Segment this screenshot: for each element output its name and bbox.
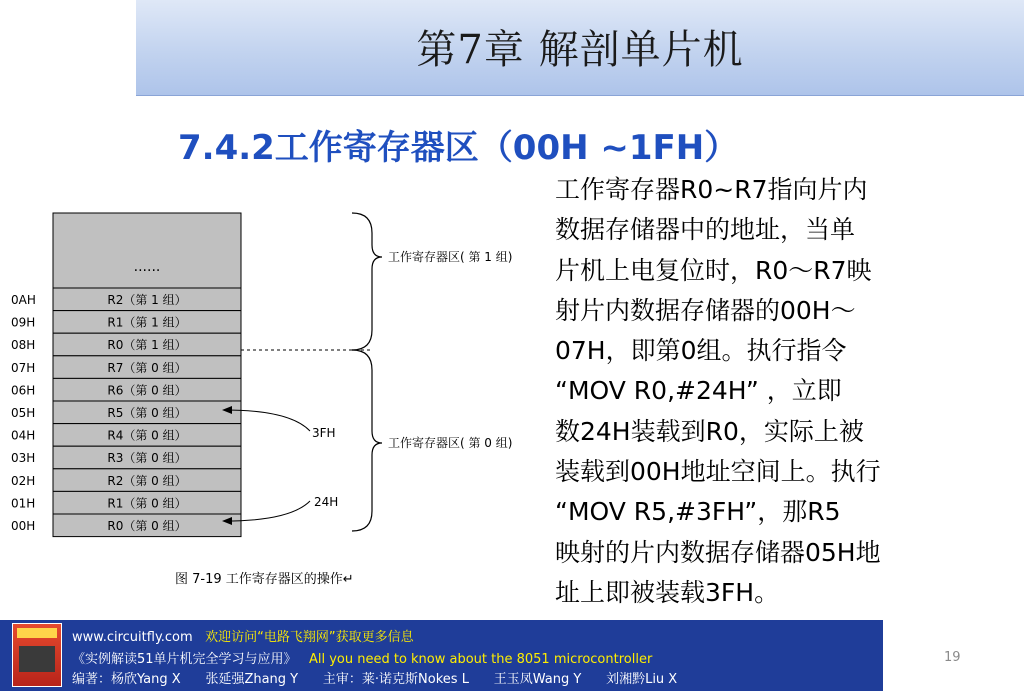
register-label: R1（第 1 组） <box>107 315 187 330</box>
register-rows <box>11 288 241 537</box>
arrow-24h-label: 24H <box>314 495 339 509</box>
register-label: R5（第 0 组） <box>107 406 187 420</box>
register-label: R4（第 0 组） <box>107 428 187 443</box>
brace-bank0-label: 工作寄存器区( 第 0 组) <box>388 436 513 450</box>
register-label: R6（第 0 组） <box>107 383 187 398</box>
register-column-top <box>53 213 241 288</box>
register-address: 03H <box>11 451 36 466</box>
register-label: R1（第 0 组） <box>107 496 187 511</box>
footer-line-1 <box>72 626 414 645</box>
register-label: R7（第 0 组） <box>107 360 187 375</box>
register-label: R0（第 0 组） <box>107 519 187 533</box>
footer-book-english-title: All you need to know about the 8051 microcontroller <box>308 652 653 667</box>
register-address: 0AH <box>11 293 36 307</box>
register-address: 08H <box>11 338 36 353</box>
register-label: R2（第 0 组） <box>107 473 187 488</box>
register-address: 06H <box>11 383 36 398</box>
footer-line-2 <box>72 648 652 667</box>
footer-slogan: 欢迎访问“电路飞翔网”获取更多信息 <box>205 630 414 645</box>
register-ellipsis: ...... <box>133 259 161 275</box>
register-diagram <box>0 205 550 605</box>
register-label: R0（第 1 组） <box>107 338 187 353</box>
figure-caption: 图 7-19 工作寄存器区的操作↵ <box>175 572 354 587</box>
register-label: R3（第 0 组） <box>107 451 187 466</box>
register-address: 02H <box>11 473 36 488</box>
brace-bank0 <box>352 350 382 531</box>
register-address: 09H <box>11 315 36 330</box>
footer-credits: 编著：杨欣Yang X 张延强Zhang Y 主审：莱·诺克斯Nokes L 王玉凤Wang Y 刘湘黔Liu X <box>72 672 678 687</box>
register-address: 07H <box>11 360 36 375</box>
arrow-3fh-label: 3FH <box>312 426 336 440</box>
register-address: 00H <box>11 519 36 533</box>
chapter-title: 第7章 解剖单片机 <box>416 27 744 73</box>
register-label: R2（第 1 组） <box>107 293 187 307</box>
footer-website-link[interactable]: www.circuitfly.com <box>72 630 193 645</box>
brace-bank1 <box>352 213 382 350</box>
section-heading: 7.4.2工作寄存器区（00H ~1FH） <box>178 128 739 168</box>
register-address: 05H <box>11 406 36 420</box>
page-number: 19 <box>944 650 961 665</box>
register-address: 04H <box>11 428 36 443</box>
brace-bank1-label: 工作寄存器区( 第 1 组) <box>388 250 513 264</box>
book-cover-image <box>12 623 62 687</box>
body-paragraph: 工作寄存器R0~R7指向片内 数据存储器中的地址，当单 片机上电复位时，R0～R7映 射片内数据存储器的00H～ 07H，即第0组。执行指令 “MOV R0,#24H” ，立即 数24H装载到R0，实际上被 装载到00H地址空间上。执行 “MOV R5,#3FH”，那R5 映射的片内数据存储器05H地 址上即被装载3FH。 <box>555 175 881 607</box>
register-address: 01H <box>11 496 36 511</box>
footer-book-title: 《实例解读51单片机完全学习与应用》 <box>72 652 297 667</box>
